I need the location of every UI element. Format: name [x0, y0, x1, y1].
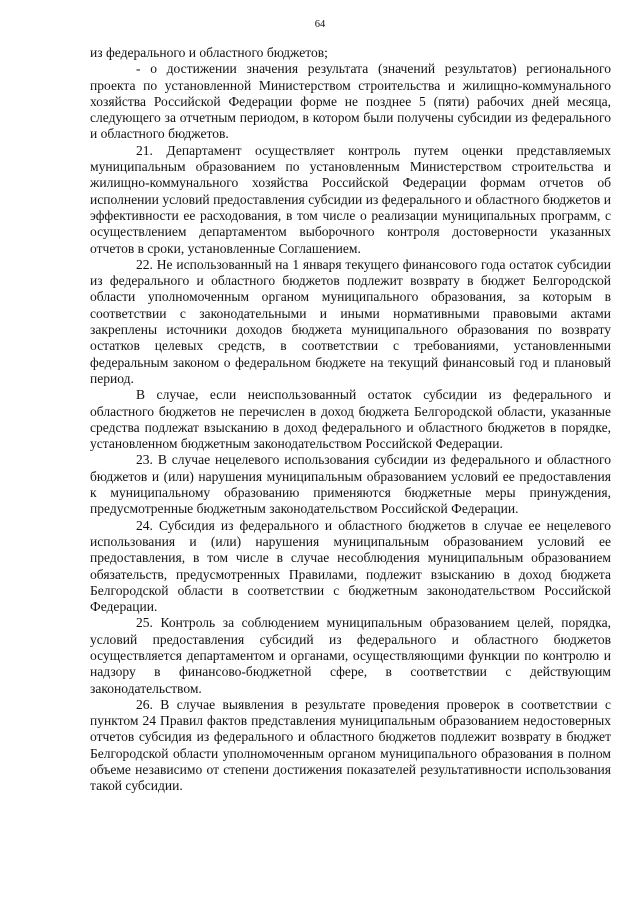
paragraph-25: 25. Контроль за соблюдением муниципальным образованием целей, порядка, условий предоставления субсидий из федерального и областного бюджетов осуществляется департаментом и органами, осуществляющими функции по контролю и надзору в финансово-бюджетной сфере, в соответствии с действующим законодательством. [90, 615, 611, 696]
paragraph-23: 23. В случае нецелевого использования субсидии из федерального и областного бюджетов и (или) нарушения муниципальным образованием условий ее предоставления к муниципальному образованию применяются бюджетные меры принуждения, предусмотренные бюджетным законодательством Российской Федерации. [90, 452, 611, 517]
document-body [90, 45, 611, 795]
paragraph-21: 21. Департамент осуществляет контроль путем оценки представляемых муниципальным образованием по установленным Министерством строительства и жилищно-коммунального хозяйства Российской Федерации формам отчетов об исполнении условий предоставления субсидии из федерального и областного бюджетов и эффективности ее расходования, в том числе о реализации муниципальных программ, с осуществлением департаментом выборочного контроля достоверности указанных отчетов в сроки, установленные Соглашением. [90, 142, 611, 256]
paragraph-result-achievement: - о достижении значения результата (значений результатов) регионального проекта по установленной Министерством строительства и жилищно-коммунального хозяйства Российской Федерации форме не позднее 5 (пяти) рабочих дней месяца, следующего за отчетным периодом, в котором были получены субсидии из федерального и областного бюджетов. [90, 61, 611, 142]
page-number: 64 [314, 19, 326, 30]
paragraph-22-unspent-balance: В случае, если неиспользованный остаток субсидии из федерального и областного бюджетов не перечислен в доход бюджета Белгородской области, указанные средства подлежат взысканию в доход федерального и областного бюджетов в порядке, установленном бюджетным законодательством Российской Федерации. [90, 387, 611, 452]
paragraph-26: 26. В случае выявления в результате проведения проверок в соответствии с пунктом 24 Правил фактов представления муниципальным образованием недостоверных отчетов субсидия из федерального и областного бюджетов подлежит возврату в бюджет Белгородской области уполномоченным органом муниципального образования в полном объеме независимо от степени достижения показателей результативности использования такой субсидии. [90, 696, 611, 794]
paragraph-24: 24. Субсидия из федерального и областного бюджетов в случае ее нецелевого использования и (или) нарушения муниципальным образованием условий ее предоставления, в том числе в случае несоблюдения муниципальным образованием обязательств, предусмотренных Правилами, подлежит взысканию в доход бюджета Белгородской области в соответствии с бюджетным законодательством Российской Федерации. [90, 517, 611, 615]
paragraph-22: 22. Не использованный на 1 января текущего финансового года остаток субсидии из федерального и областного бюджетов подлежит возврату в бюджет Белгородской области уполномоченным органом муниципального образования, за которым в соответствии с законодательными и иными нормативными правовыми актами закреплены источники доходов бюджета муниципального образования по возврату остатков целевых средств, в соответствии с требованиями, установленными федеральным законом о федеральном бюджете на текущий финансовый год и плановый период. [90, 256, 611, 386]
paragraph-continuation: из федерального и областного бюджетов; [90, 45, 328, 60]
